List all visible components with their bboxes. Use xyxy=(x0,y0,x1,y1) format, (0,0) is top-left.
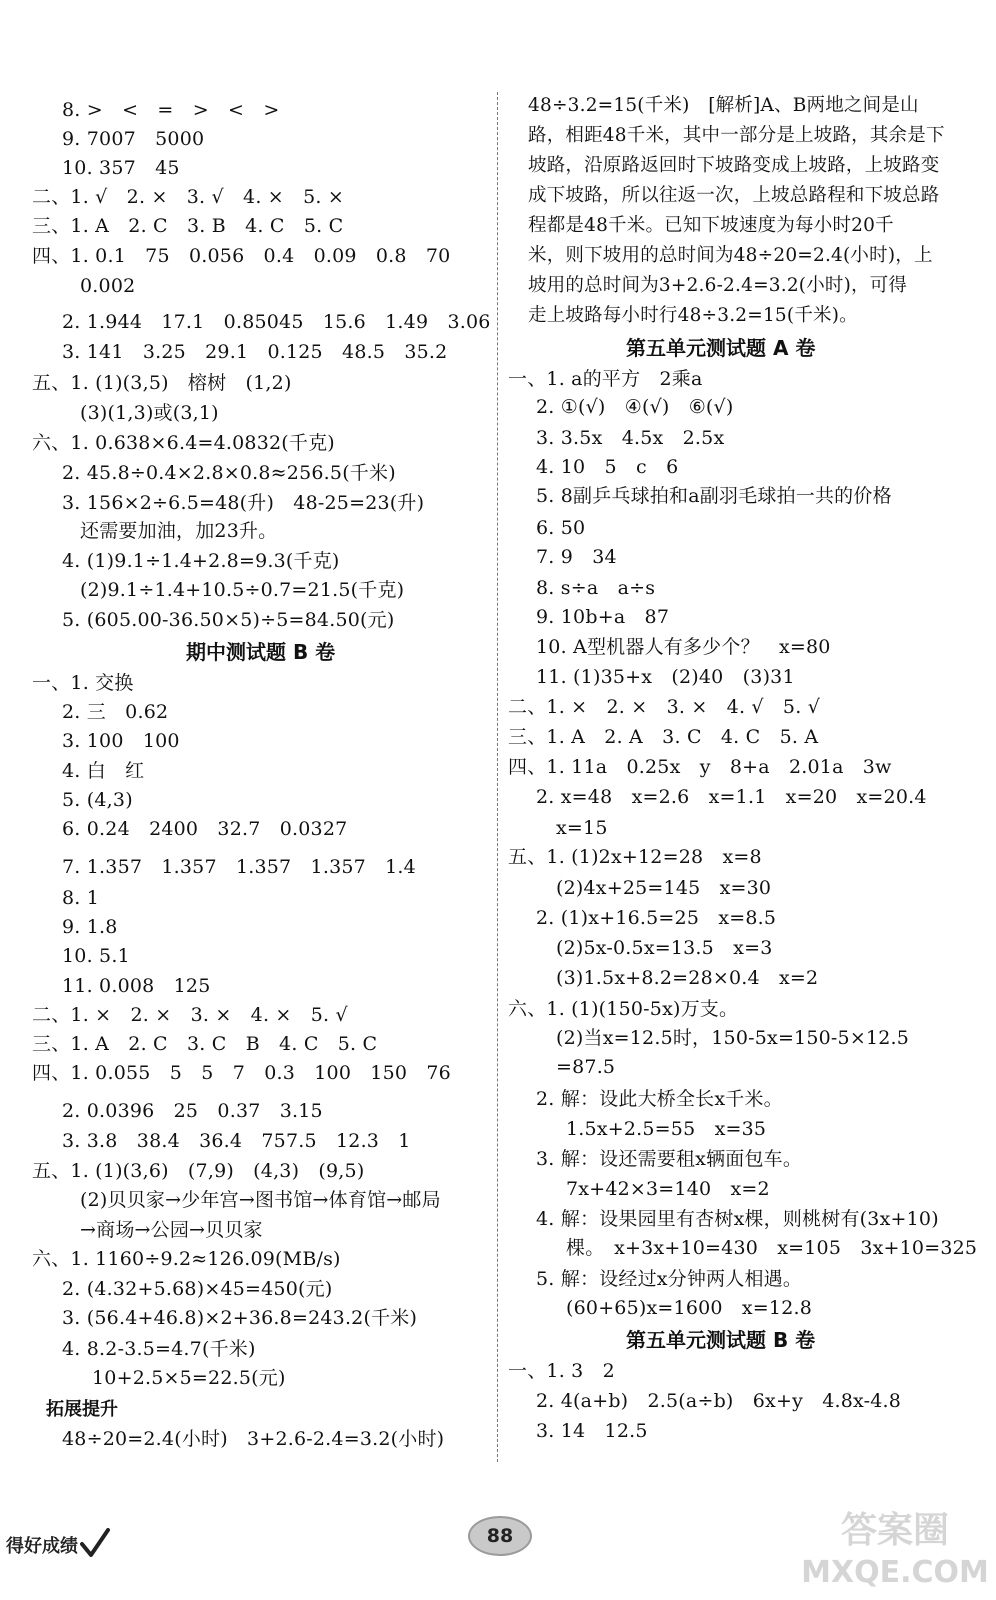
answer-line: 9. 7007 5000 xyxy=(62,128,205,150)
answer-line: (2)5x-0.5x=13.5 x=3 xyxy=(556,937,773,959)
answer-line: 10. 5.1 xyxy=(62,945,130,967)
answer-line: 10. A型机器人有多少个？ x=80 xyxy=(536,636,831,658)
answer-line: 48÷3.2=15(千米) [解析]A、B两地之间是山 xyxy=(528,95,919,116)
watermark-logo xyxy=(800,1498,990,1594)
answer-line: 棵。 x+3x+10=430 x=105 3x+10=325 xyxy=(566,1237,978,1259)
brand-logo xyxy=(6,1528,110,1558)
answer-line: 一、1. 交换 xyxy=(32,672,134,694)
answer-line: 二、1. × 2. × 3. × 4. √ 5. √ xyxy=(508,696,821,718)
answer-line: 5. 8副乒乓球拍和a副羽毛球拍一共的价格 xyxy=(536,485,892,507)
answer-line: 7. 9 34 xyxy=(536,546,617,568)
answer-line: 5. (605.00-36.50×5)÷5=84.50(元) xyxy=(62,609,395,631)
answer-line: 0.002 xyxy=(80,275,136,297)
section-heading: 第五单元测试题 A 卷 xyxy=(626,336,816,360)
answer-line: 7. 1.357 1.357 1.357 1.357 1.4 xyxy=(62,856,416,878)
answer-line: 2. 1.944 17.1 0.85045 15.6 1.49 3.06 xyxy=(62,311,491,333)
watermark-url: MXQE.COM xyxy=(801,1555,989,1590)
answer-line: 还需要加油，加23升。 xyxy=(80,520,278,542)
answer-line: 三、1. A 2. C 3. C B 4. C 5. C xyxy=(32,1033,378,1055)
answer-line: (3)1.5x+8.2=28×0.4 x=2 xyxy=(556,967,819,989)
answer-line: 五、1. (1)(3,6) (7,9) (4,3) (9,5) xyxy=(32,1160,365,1182)
answer-line: 2. 4(a+b) 2.5(a÷b) 6x+y 4.8x-4.8 xyxy=(536,1390,902,1412)
answer-line: 二、1. × 2. × 3. × 4. × 5. √ xyxy=(32,1004,348,1026)
answer-line: 8. > < = > < > xyxy=(62,99,280,121)
checkmark-icon xyxy=(80,1528,110,1558)
answer-line: 二、1. √ 2. × 3. √ 4. × 5. × xyxy=(32,186,345,208)
section-subheading: 拓展提升 xyxy=(46,1399,118,1420)
answer-line: →商场→公园→贝贝家 xyxy=(80,1219,263,1241)
answer-line: 四、1. 11a 0.25x y 8+a 2.01a 3w xyxy=(508,756,892,778)
answer-line: 一、1. a的平方 2乘a xyxy=(508,368,703,390)
answer-line: 四、1. 0.1 75 0.056 0.4 0.09 0.8 70 xyxy=(32,245,451,267)
answer-line: 走上坡路每小时行48÷3.2=15(千米)。 xyxy=(528,305,858,326)
answer-line: 9. 10b+a 87 xyxy=(536,606,670,628)
watermark-title: 答案圈 xyxy=(840,1510,950,1551)
answer-line: x=15 xyxy=(556,817,608,839)
answer-line: 8. 1 xyxy=(62,887,100,909)
answer-line: 坡用的总时间为3+2.6-2.4=3.2(小时)，可得 xyxy=(528,275,908,296)
answer-line: 4. 解：设果园里有杏树x棵，则桃树有(3x+10) xyxy=(536,1208,939,1230)
answer-line: 3. 156×2÷6.5=48(升) 48-25=23(升) xyxy=(62,492,425,514)
brand-name: 得好成绩 xyxy=(6,1536,78,1557)
answer-line: 六、1. 0.638×6.4=4.0832(千克) xyxy=(32,432,335,454)
section-heading: 期中测试题 B 卷 xyxy=(186,640,336,664)
answer-line: (60+65)x=1600 x=12.8 xyxy=(566,1297,813,1319)
answer-line: 5. (4,3) xyxy=(62,789,133,811)
answer-line: 6. 0.24 2400 32.7 0.0327 xyxy=(62,818,348,840)
answer-line: 坡路，沿原路返回时下坡路变成上坡路，上坡路变 xyxy=(528,155,940,176)
answer-line: 路，相距48千米，其中一部分是上坡路，其余是下 xyxy=(528,125,945,146)
answer-line: 2. 三 0.62 xyxy=(62,701,169,723)
answer-line: 2. (4.32+5.68)×45=450(元) xyxy=(62,1278,333,1300)
answer-line: 六、1. (1)(150-5x)万支。 xyxy=(508,998,739,1020)
answer-line: 5. 解：设经过x分钟两人相遇。 xyxy=(536,1268,803,1290)
answer-line: 7x+42×3=140 x=2 xyxy=(566,1178,770,1200)
answer-line: 6. 50 xyxy=(536,517,586,539)
answer-line: 3. 14 12.5 xyxy=(536,1420,648,1442)
answer-line: 米，则下坡用的总时间为48÷20=2.4(小时)，上 xyxy=(528,245,933,266)
answer-line: 2. (1)x+16.5=25 x=8.5 xyxy=(536,907,777,929)
answer-line: 3. 141 3.25 29.1 0.125 48.5 35.2 xyxy=(62,341,448,363)
answer-line: (2)贝贝家→少年宫→图书馆→体育馆→邮局 xyxy=(80,1189,441,1211)
answer-line: 3. 3.8 38.4 36.4 757.5 12.3 1 xyxy=(62,1130,411,1152)
answer-line: 4. 白 红 xyxy=(62,760,145,782)
answer-line: 48÷20=2.4(小时) 3+2.6-2.4=3.2(小时) xyxy=(62,1428,445,1450)
answer-line: 程都是48千米。已知下坡速度为每小时20千 xyxy=(528,215,894,236)
answer-line: 成下坡路，所以往返一次，上坡总路程和下坡总路 xyxy=(528,185,940,206)
answer-line: 三、1. A 2. C 3. B 4. C 5. C xyxy=(32,215,344,237)
answer-line: 3. (56.4+46.8)×2+36.8=243.2(千米) xyxy=(62,1307,418,1329)
answer-line: 3. 3.5x 4.5x 2.5x xyxy=(536,427,725,449)
answer-line: 2. x=48 x=2.6 x=1.1 x=20 x=20.4 xyxy=(536,786,927,808)
answer-line: 三、1. A 2. A 3. C 4. C 5. A xyxy=(508,726,819,748)
answer-line: (2)4x+25=145 x=30 xyxy=(556,877,772,899)
answer-line: 五、1. (1)(3,5) 榕树 (1,2) xyxy=(32,372,292,394)
answer-line: 10+2.5×5=22.5(元) xyxy=(92,1367,286,1389)
answer-line: 8. s÷a a÷s xyxy=(536,577,656,599)
answer-line: 11. (1)35+x (2)40 (3)31 xyxy=(536,666,795,688)
page-number: 88 xyxy=(468,1516,532,1556)
answer-line: 4. 8.2-3.5=4.7(千米) xyxy=(62,1338,256,1360)
answer-line: 4. (1)9.1÷1.4+2.8=9.3(千克) xyxy=(62,550,340,572)
answer-line: 3. 100 100 xyxy=(62,730,180,752)
answer-line: 五、1. (1)2x+12=28 x=8 xyxy=(508,846,762,868)
answer-line: 2. 解：设此大桥全长x千米。 xyxy=(536,1088,783,1110)
answer-line: 2. 45.8÷0.4×2.8×0.8≈256.5(千米) xyxy=(62,462,396,484)
answer-line: 四、1. 0.055 5 5 7 0.3 100 150 76 xyxy=(32,1062,451,1084)
answer-line: (2)当x=12.5时，150-5x=150-5×12.5 xyxy=(556,1027,910,1049)
answer-line: (3)(1,3)或(3,1) xyxy=(80,402,219,424)
answer-line: 六、1. 1160÷9.2≈126.09(MB/s) xyxy=(32,1248,341,1270)
answer-line: 4. 10 5 c 6 xyxy=(536,456,679,478)
answer-line: 一、1. 3 2 xyxy=(508,1360,615,1382)
answer-line: 3. 解：设还需要租x辆面包车。 xyxy=(536,1148,803,1170)
answer-line: =87.5 xyxy=(556,1056,616,1078)
section-heading: 第五单元测试题 B 卷 xyxy=(626,1328,816,1352)
answer-line: 2. ①(√) ④(√) ⑥(√) xyxy=(536,396,734,418)
answer-line: 10. 357 45 xyxy=(62,157,180,179)
answer-line: 11. 0.008 125 xyxy=(62,975,211,997)
answer-line: 1.5x+2.5=55 x=35 xyxy=(566,1118,767,1140)
answer-line: (2)9.1÷1.4+10.5÷0.7=21.5(千克) xyxy=(80,579,405,601)
answer-line: 9. 1.8 xyxy=(62,916,118,938)
column-divider xyxy=(497,92,498,1462)
answer-line: 2. 0.0396 25 0.37 3.15 xyxy=(62,1100,323,1122)
